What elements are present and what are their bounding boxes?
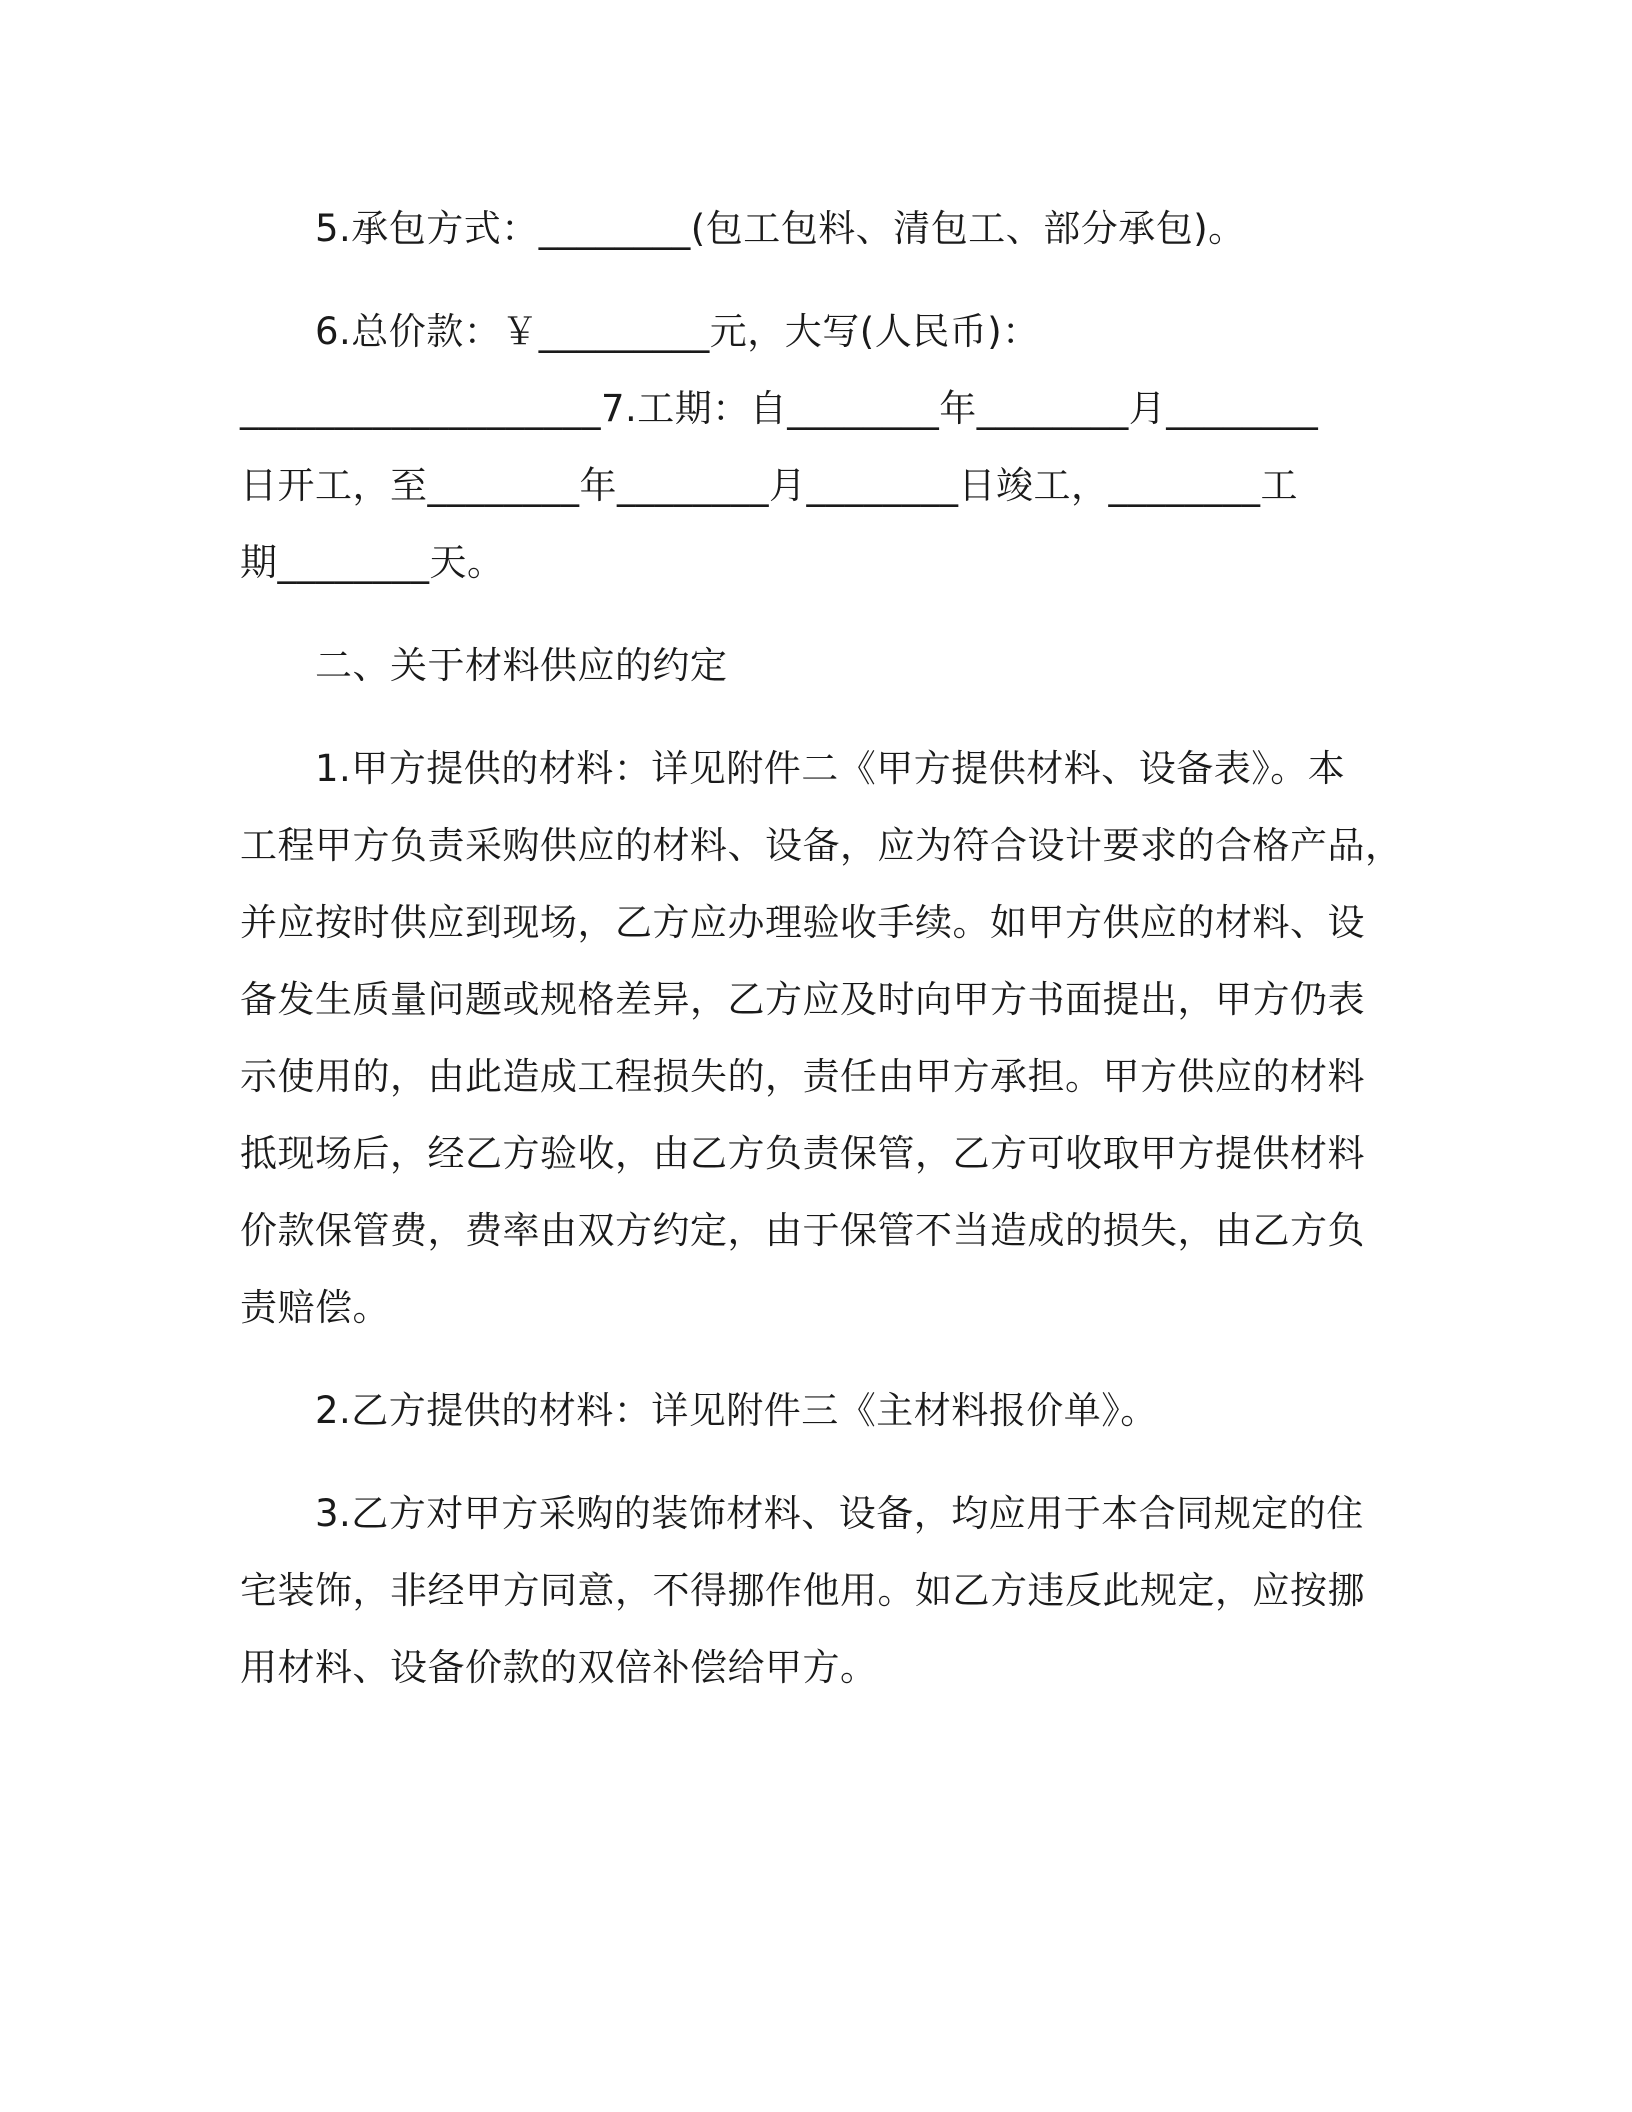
paragraph-3	[240, 1475, 1376, 1706]
paragraph-line: 抵现场后，经乙方验收，由乙方负责保管，乙方可收取甲方提供材料	[240, 1132, 1365, 1175]
item-7-schedule-line-2: 日开工，至________年________月________日竣工，________工	[240, 464, 1298, 507]
paragraph-line: 3.乙方对甲方采购的装饰材料、设备，均应用于本合同规定的住	[315, 1492, 1364, 1535]
item-5-contract-method: 5.承包方式：________(包工包料、清包工、部分承包)。	[315, 207, 1246, 250]
item-6-total-price: 6.总价款：￥_________元，大写(人民币)：	[315, 310, 1040, 353]
paragraph-1	[240, 730, 1403, 1346]
paragraph-line: 工程甲方负责采购供应的材料、设备，应为符合设计要求的合格产品，	[240, 824, 1403, 867]
paragraph-line: 责赔偿。	[240, 1286, 390, 1329]
section-2-heading: 二、关于材料供应的约定	[315, 644, 728, 687]
document-page	[240, 190, 1403, 1706]
paragraph-line: 备发生质量问题或规格差异，乙方应及时向甲方书面提出，甲方仍表	[240, 978, 1365, 1021]
item-7-schedule-line-3: 期________天。	[240, 541, 505, 584]
paragraph-line: 1.甲方提供的材料：详见附件二《甲方提供材料、设备表》。本	[315, 747, 1346, 790]
paragraph-2: 2.乙方提供的材料：详见附件三《主材料报价单》。	[315, 1389, 1158, 1432]
paragraph-line: 价款保管费，费率由双方约定，由于保管不当造成的损失，由乙方负	[240, 1209, 1365, 1252]
item-7-schedule-line-1: ___________________7.工期：自________年________月________	[240, 387, 1319, 430]
paragraph-line: 用材料、设备价款的双倍补偿给甲方。	[240, 1646, 878, 1689]
paragraph-line: 并应按时供应到现场，乙方应办理验收手续。如甲方供应的材料、设	[240, 901, 1365, 944]
paragraph-line: 示使用的，由此造成工程损失的，责任由甲方承担。甲方供应的材料	[240, 1055, 1365, 1098]
paragraph-line: 宅装饰，非经甲方同意，不得挪作他用。如乙方违反此规定，应按挪	[240, 1569, 1365, 1612]
